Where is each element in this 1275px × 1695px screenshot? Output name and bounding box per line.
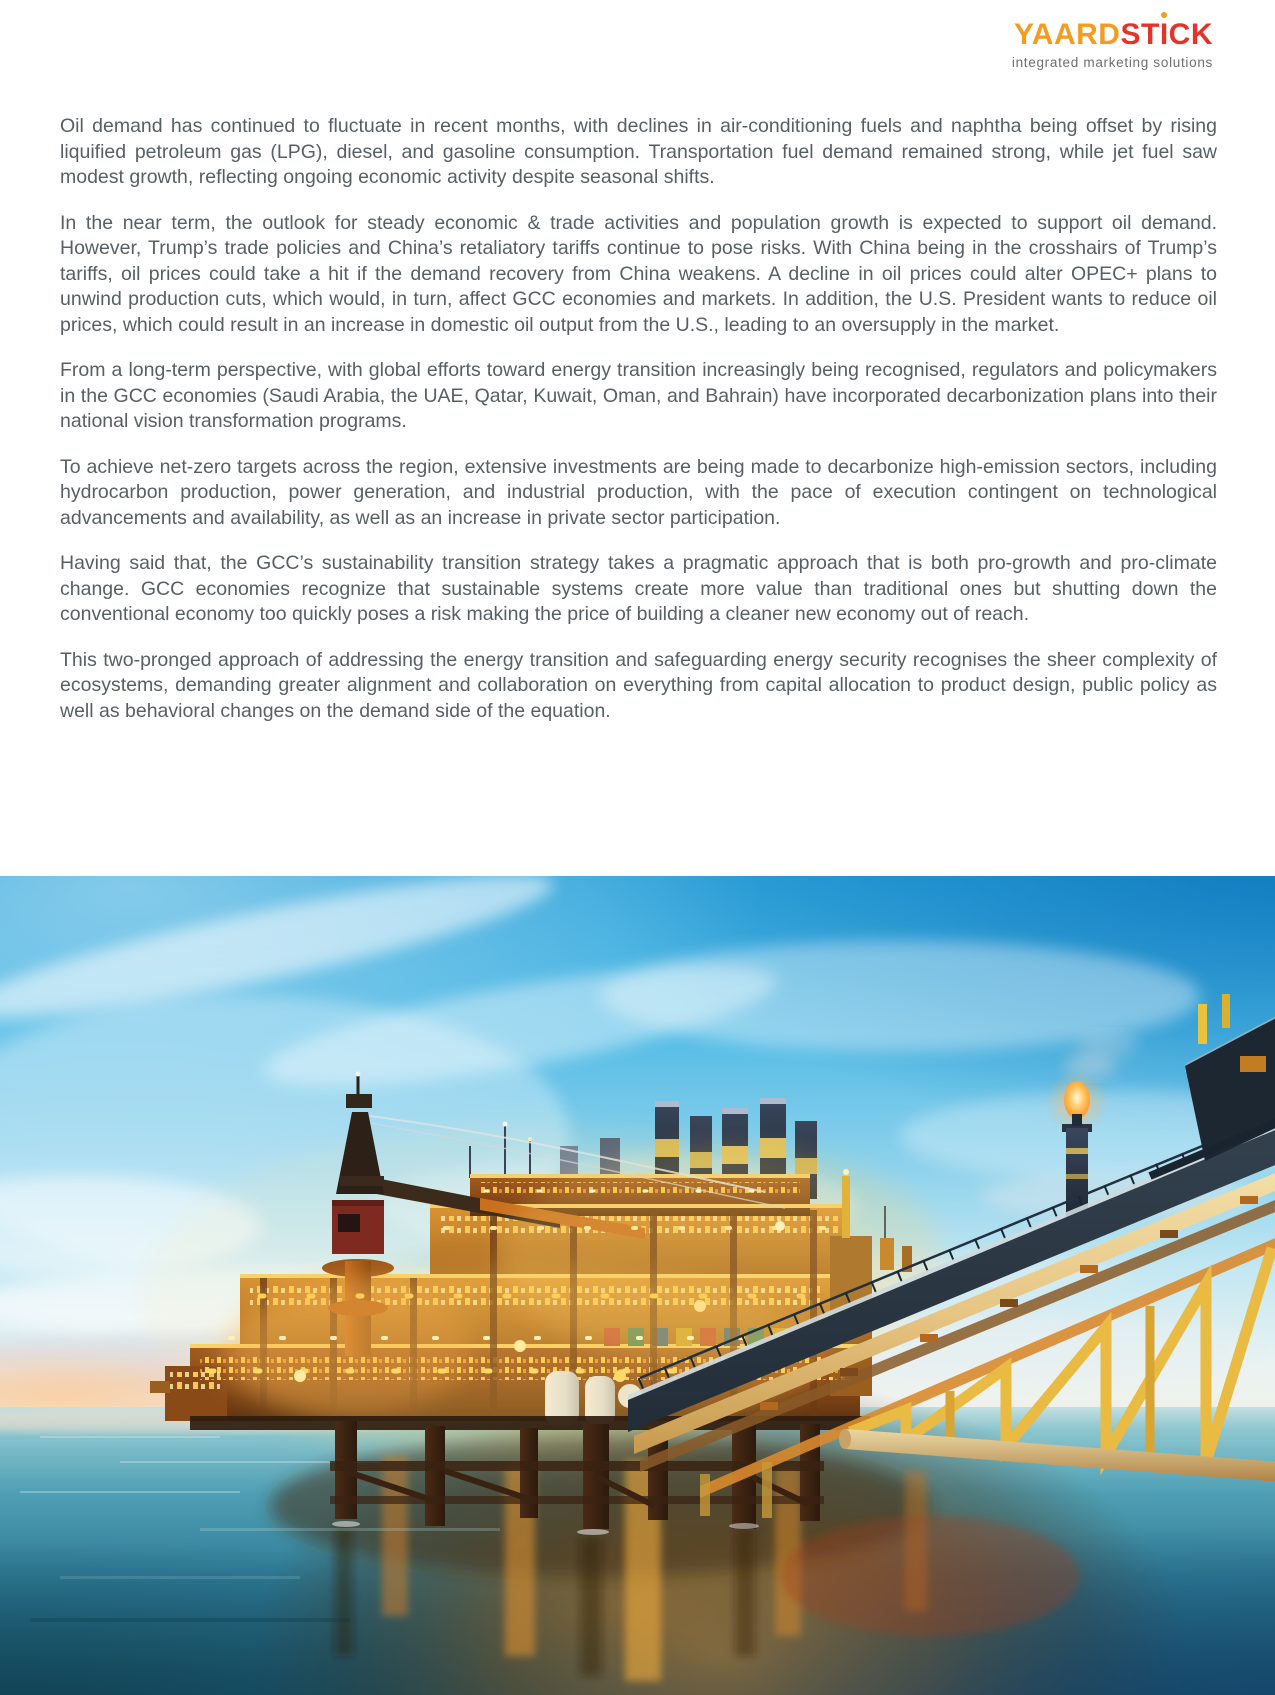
paragraph-net-zero: To achieve net-zero targets across the region, extensive investments are being made to decarbonize high-emission sectors, including hydrocarbon production, power generation, and industrial production, with the pace of execution contingent on technological advancements and availability, as well as an increase in private sector participation.: [60, 455, 1217, 529]
paragraph-two-pronged: This two-pronged approach of addressing the energy transition and safeguarding energy security recognises the sheer complexity of ecosystems, demanding greater alignment and collaboration on everything from capital allocation to product design, public policy as well as behavioral changes on the demand side of the equation.: [60, 648, 1217, 722]
logo-i-glyph: I: [1159, 18, 1169, 51]
oil-platform-photo: [0, 876, 1275, 1695]
paragraph-long-term: From a long-term perspective, with global efforts toward energy transition increasingly being recognised, regulators and policymakers in the GCC economies (Saudi Arabia, the UAE, Qatar, Kuwait, Oman, and Bahrain) have incorporated decarbonization plans into their national vision transformation programs.: [60, 359, 1217, 432]
logo-stick: [1120, 18, 1213, 51]
logo-tagline: integrated marketing solutions: [1011, 55, 1213, 70]
logo-i-dot-icon: [1161, 12, 1167, 18]
logo-wordmark: [1012, 20, 1213, 50]
flare-flame: [1064, 1081, 1090, 1119]
logo-ck: CK: [1168, 18, 1213, 51]
logo-yaard: YAARD: [1014, 18, 1121, 51]
logo-i: [1160, 20, 1169, 50]
logo-st: ST: [1120, 18, 1160, 51]
paragraph-oil-demand: Oil demand has continued to fluctuate in recent months, with declines in air-conditioning fuels and naphtha being offset by rising liquified petroleum gas (LPG), diesel, and gasoline consumption. Transportation fuel demand remained strong, while jet fuel saw modest growth, reflecting ongoing economic activity despite seasonal shifts.: [60, 115, 1217, 188]
paragraph-near-term-outlook: In the near term, the outlook for steady economic & trade activities and population growth is expected to support oil demand. However, Trump’s trade policies and China’s retaliatory tariffs continue to pose risks. With China being in the crosshairs of Trump’s tariffs, oil prices could take a hit if the demand recovery from China weakens. A decline in oil prices could alter OPEC+ plans to unwind production cuts, which would, in turn, affect GCC economies and markets. In addition, the U.S. President wants to reduce oil prices, which could result in an increase in domestic oil output from the U.S., leading to an oversupply in the market.: [60, 211, 1217, 336]
yaardstick-logo: [1012, 20, 1213, 70]
oil-platform-illustration: [0, 876, 1275, 1695]
paragraph-pragmatic-approach: Having said that, the GCC’s sustainability transition strategy takes a pragmatic approach that is both pro-growth and pro-climate change. GCC economies recognize that sustainable systems create more value than traditional ones but shutting down the conventional economy too quickly poses a risk making the price of building a cleaner new economy out of reach.: [60, 552, 1217, 625]
article-body: [60, 114, 1217, 744]
